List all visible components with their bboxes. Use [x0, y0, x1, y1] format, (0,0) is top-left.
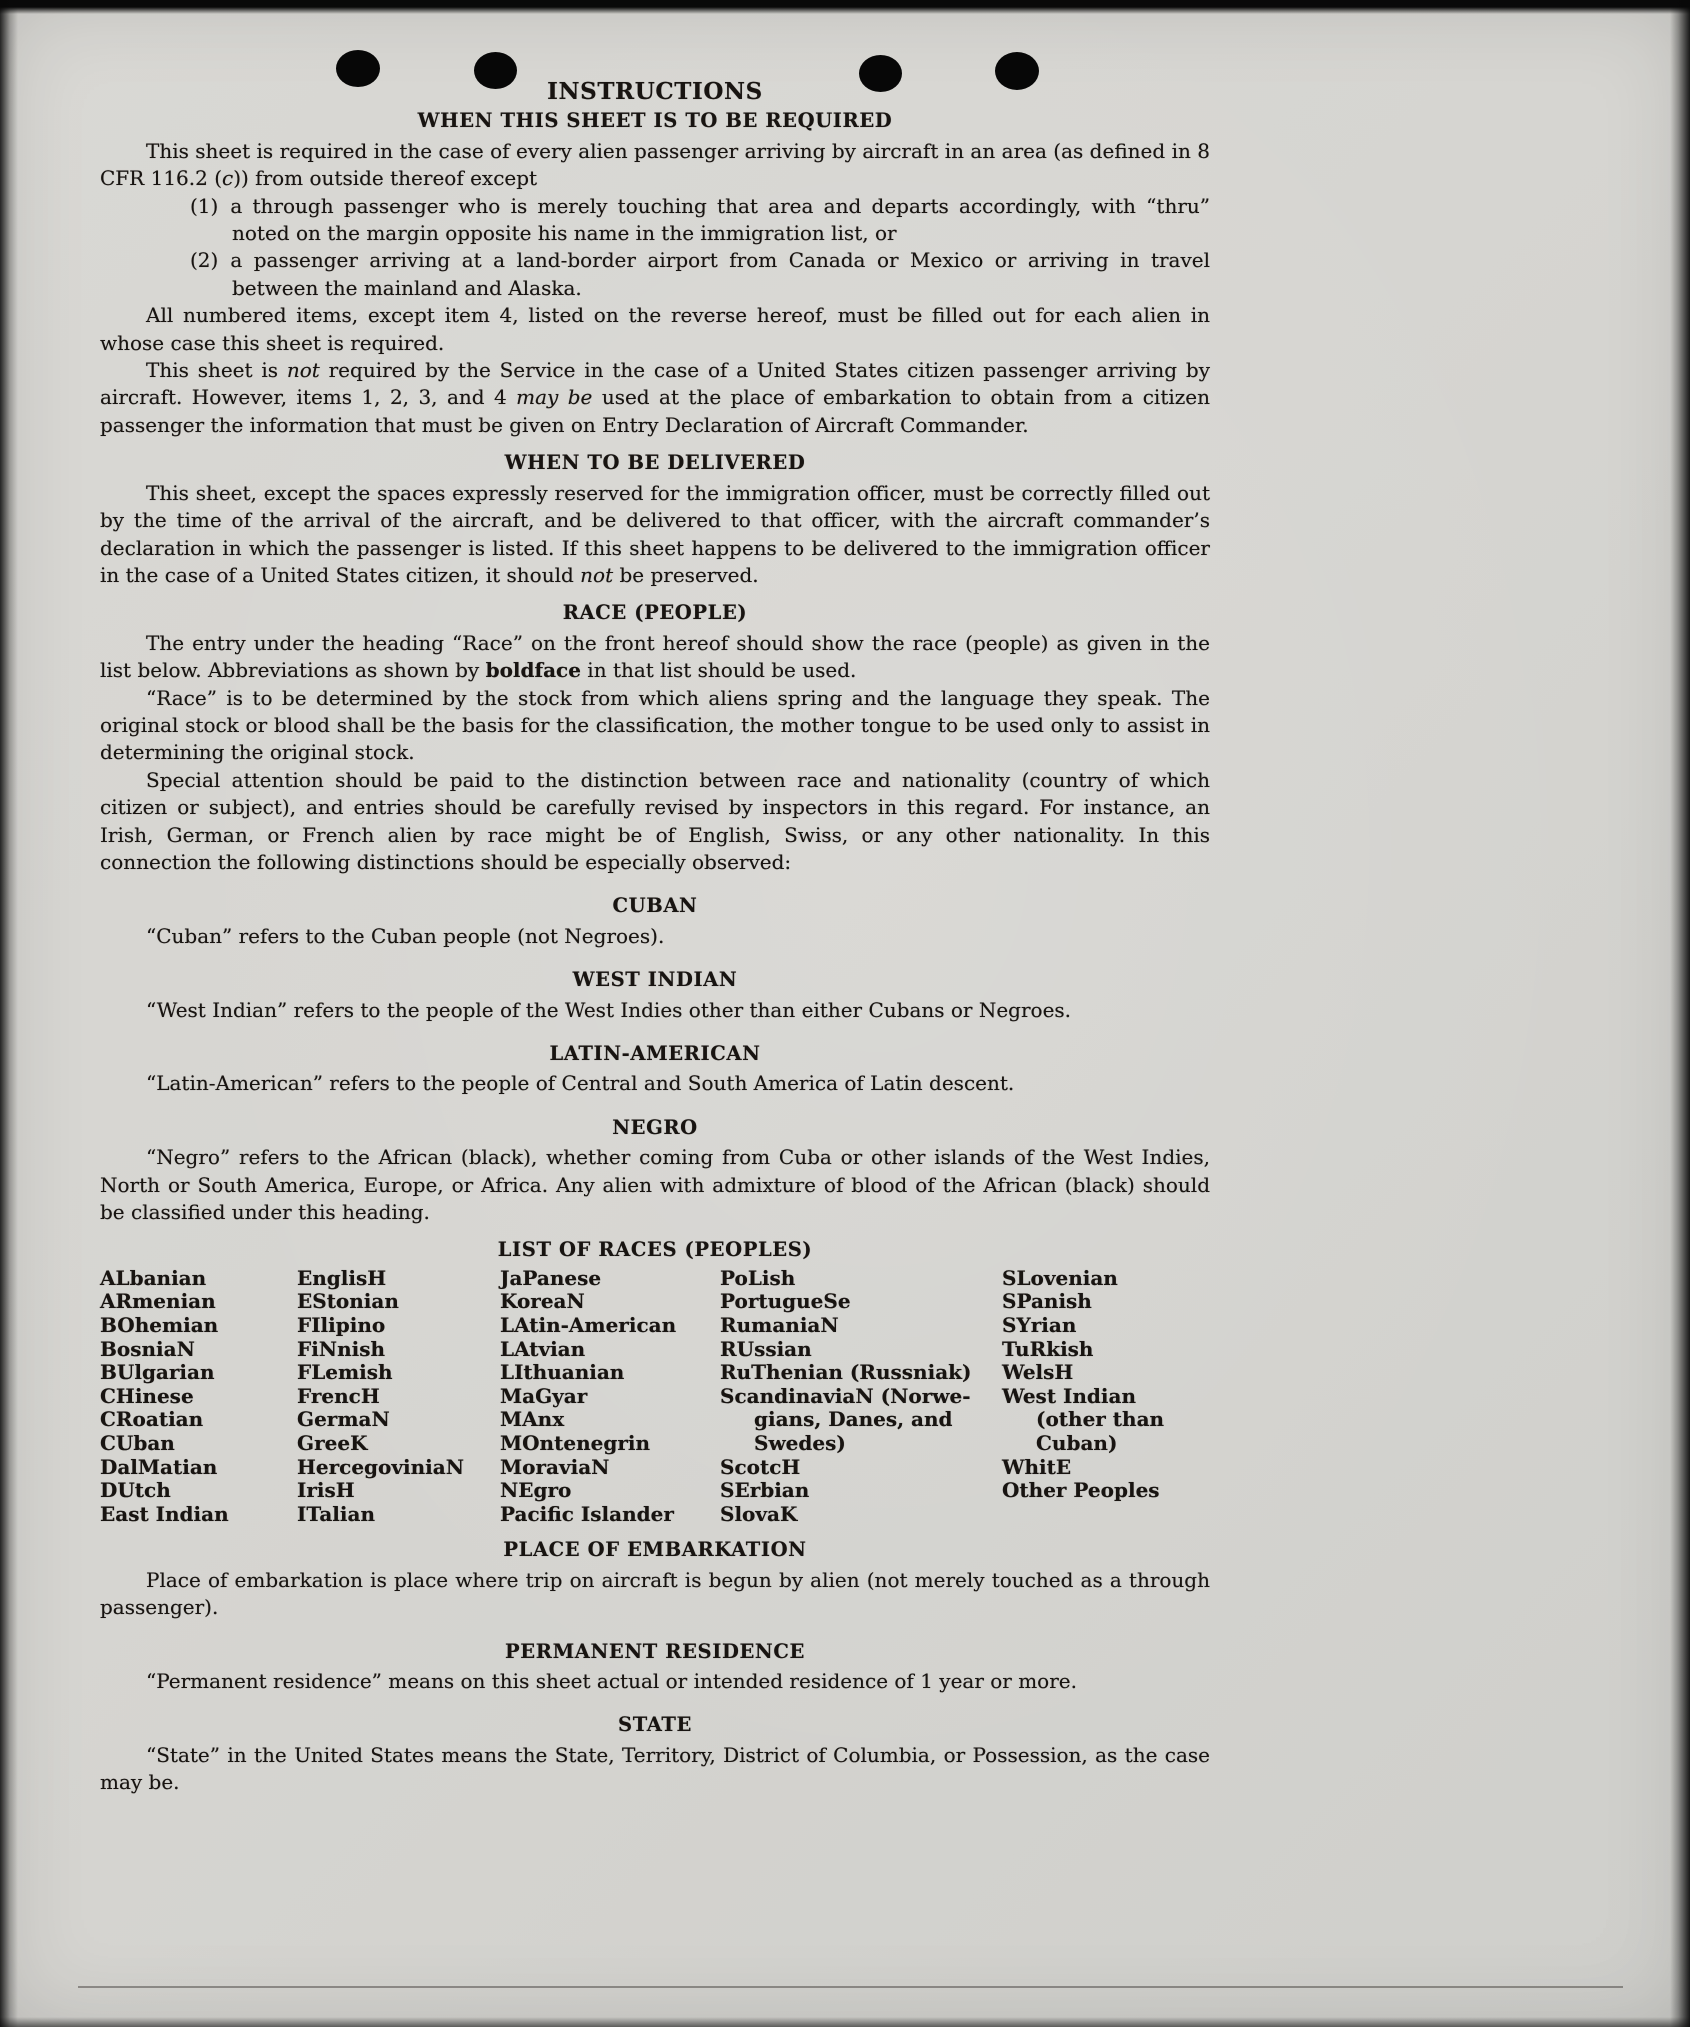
race-list-item: SPanish — [1002, 1289, 1092, 1314]
list-item — [190, 193, 1210, 248]
paragraph: “State” in the United States means the State, Territory, District of Columbia, or Possession, as the case may be. — [100, 1742, 1210, 1795]
section-heading-cuban: CUBAN — [612, 894, 698, 918]
bold-text: boldface — [485, 658, 581, 683]
scan-edge-right — [1670, 0, 1690, 2027]
text-segment: be preserved. — [613, 562, 759, 587]
paragraph: All numbered items, except item 4, listed on the reverse hereof, must be filled out for each alien in whose case this sheet is required. — [100, 303, 1210, 355]
text-segment: required by the Service in the case of a United States citizen passenger arriving by aircraft. However, items 1, 2, 3, and 4 — [100, 358, 1210, 410]
race-list-item: EnglisH — [297, 1265, 387, 1290]
race-list-item: GermaN — [297, 1407, 390, 1432]
race-list-item: SErbian — [720, 1478, 810, 1503]
races-list — [100, 1267, 1210, 1527]
race-list-item: GreeK — [297, 1431, 368, 1455]
race-list-item: SYrian — [1002, 1313, 1077, 1338]
race-list-item: CRoatian — [100, 1407, 204, 1432]
bottom-rule — [78, 1986, 1623, 1988]
race-list-item: MAnx — [500, 1407, 565, 1432]
text-segment: This sheet is — [146, 358, 287, 383]
race-list-item: East Indian — [100, 1501, 229, 1526]
race-column — [720, 1267, 1002, 1527]
race-list-item: ARmenian — [100, 1289, 216, 1314]
paragraph: “Permanent residence” means on this sheet actual or intended residence of 1 year or more. — [146, 1669, 1077, 1693]
list-item-number: (1) — [190, 193, 219, 218]
list-item-number: (2) — [190, 248, 219, 273]
race-list-item: EStonian — [297, 1289, 399, 1314]
race-list-item: ScandinaviaN (Norwe-gians, Danes, and Swedes) — [720, 1383, 971, 1455]
race-list-item: West Indian (other than Cuban) — [1002, 1383, 1165, 1455]
race-list-item: HercegoviniaN — [297, 1454, 464, 1479]
paragraph: “Cuban” refers to the Cuban people (not Negroes). — [146, 923, 665, 948]
paragraph — [100, 630, 1210, 685]
list-item — [190, 247, 1210, 302]
race-list-item: ALbanian — [100, 1265, 207, 1290]
text-segment: a passenger arriving at a land-border airport from Canada or Mexico or arriving in travel between the mainland and Alaska. — [230, 248, 1210, 300]
section-heading-state: STATE — [618, 1713, 692, 1737]
race-list-item: LAtvian — [500, 1336, 586, 1361]
race-list-item: ScotcH — [720, 1454, 801, 1479]
race-list-item: MaGyar — [500, 1383, 588, 1408]
race-list-item: PortugueSe — [720, 1289, 851, 1314]
race-list-item: FrencH — [297, 1383, 380, 1408]
italic-text: may be — [516, 385, 593, 410]
section-heading-embarkation: PLACE OF EMBARKATION — [503, 1538, 807, 1562]
race-list-item: IrisH — [297, 1478, 355, 1503]
section-heading-residence: PERMANENT RESIDENCE — [505, 1639, 805, 1663]
paragraph — [100, 357, 1210, 439]
text-segment: The entry under the heading “Race” on the front hereof should show the race (people) as given in the list below. Abbreviations as shown by — [100, 630, 1210, 683]
paragraph — [100, 480, 1210, 590]
text-segment: a through passenger who is merely touching that area and departs accordingly, with “thru” noted on the margin opposite his name in the immigration list, or — [230, 193, 1210, 246]
race-list-item: MOntenegrin — [500, 1431, 650, 1455]
race-list-item: DalMatian — [100, 1454, 218, 1479]
exceptions-list — [100, 193, 1210, 303]
race-list-item: Pacific Islander — [500, 1501, 674, 1526]
paragraph: “Race” is to be determined by the stock from which aliens spring and the language they speak. The original stock or blood shall be the basis for the classification, the mother tongue to be used only to assist in determining the original stock. — [100, 685, 1210, 765]
race-list-item: FiNnish — [297, 1336, 386, 1361]
race-column — [297, 1267, 500, 1527]
race-list-item: BUlgarian — [100, 1360, 215, 1385]
paragraph: Special attention should be paid to the distinction between race and nationality (country of which citizen or subject), and entries should be carefully revised by inspectors in this regard. For instance, an Irish, German, or French alien by race might be of English, Swiss, or any other nationality. In this connection the following distinctions should be especially observed: — [100, 767, 1210, 874]
page-title: INSTRUCTIONS — [547, 78, 763, 105]
paragraph — [100, 138, 1210, 193]
section-heading-latin-american: LATIN-AMERICAN — [549, 1042, 761, 1065]
race-list-item: WhitE — [1002, 1454, 1072, 1479]
section-heading-negro: NEGRO — [612, 1115, 698, 1139]
scan-edge-left — [0, 0, 18, 2027]
race-list-item: WelsH — [1002, 1360, 1074, 1385]
section-heading-west-indian: WEST INDIAN — [572, 968, 738, 992]
race-list-item: FIlipino — [297, 1313, 386, 1338]
race-list-item: RuThenian (Russniak) — [720, 1360, 972, 1385]
section-heading-required: WHEN THIS SHEET IS TO BE REQUIRED — [417, 109, 893, 133]
race-list-item: LIthuanian — [500, 1360, 625, 1385]
text-segment: This sheet is required in the case of every alien passenger arriving by aircraft in an area (as defined in 8 CFR 116.2 ( — [100, 138, 1210, 191]
race-list-item: RumaniaN — [720, 1313, 839, 1338]
race-list-item: KoreaN — [500, 1289, 585, 1314]
italic-text: c — [222, 166, 234, 191]
text-segment: )) from outside thereof except — [233, 166, 538, 191]
scan-edge-bottom — [0, 2017, 1690, 2027]
race-list-item: SlovaK — [720, 1501, 798, 1526]
race-column — [1002, 1267, 1210, 1527]
race-list-item: CUban — [100, 1431, 175, 1455]
race-list-item: TuRkish — [1002, 1336, 1094, 1361]
italic-text: not — [286, 358, 320, 383]
race-list-item: NEgro — [500, 1478, 572, 1503]
race-list-item: BosniaN — [100, 1336, 195, 1361]
race-list-item: FLemish — [297, 1360, 393, 1385]
race-list-item: BOhemian — [100, 1313, 219, 1338]
text-segment: This sheet, except the spaces expressly reserved for the immigration officer, must be correctly filled out by the time of the arrival of the aircraft, and be delivered to that officer, with the aircraft commander’s declaration in which the passenger is listed. If this sheet happens to be delivered to the immigration officer in the case of a United States citizen, it should — [100, 480, 1210, 587]
page-content — [100, 78, 1210, 1797]
race-list-item: JaPanese — [500, 1265, 602, 1290]
paragraph: “West Indian” refers to the people of the West Indies other than either Cubans or Negroes. — [146, 997, 1072, 1022]
italic-text: not — [580, 562, 614, 587]
race-list-item: CHinese — [100, 1383, 194, 1408]
race-list-item: RUssian — [720, 1336, 812, 1361]
race-list-item: PoLish — [720, 1265, 796, 1290]
section-heading-races-list: LIST OF RACES (PEOPLES) — [497, 1238, 813, 1262]
paragraph: Place of embarkation is place where trip on aircraft is begun by alien (not merely touched as a through passenger). — [100, 1567, 1210, 1620]
paragraph: “Negro” refers to the African (black), whether coming from Cuba or other islands of the West Indies, North or South America, Europe, or Africa. Any alien with admixture of blood of the African (black) should be classified under this heading. — [100, 1145, 1210, 1225]
race-list-item: DUtch — [100, 1478, 171, 1503]
text-segment: in that list should be used. — [580, 658, 857, 683]
text-segment: used at the place of embarkation to obtain from a citizen passenger the information that must be given on Entry Declaration of Aircraft Commander. — [100, 385, 1211, 437]
race-list-item: SLovenian — [1002, 1265, 1118, 1290]
race-list-item: LAtin-American — [500, 1313, 677, 1338]
paragraph: “Latin-American” refers to the people of Central and South America of Latin descent. — [146, 1071, 1015, 1096]
scan-edge-top — [0, 0, 1690, 14]
section-heading-race: RACE (PEOPLE) — [562, 601, 748, 625]
race-list-item: MoraviaN — [500, 1454, 610, 1479]
race-column — [100, 1267, 297, 1527]
race-column — [500, 1267, 720, 1527]
race-list-item: ITalian — [297, 1501, 375, 1526]
section-heading-delivered: WHEN TO BE DELIVERED — [504, 451, 806, 475]
race-list-item: Other Peoples — [1002, 1478, 1160, 1503]
